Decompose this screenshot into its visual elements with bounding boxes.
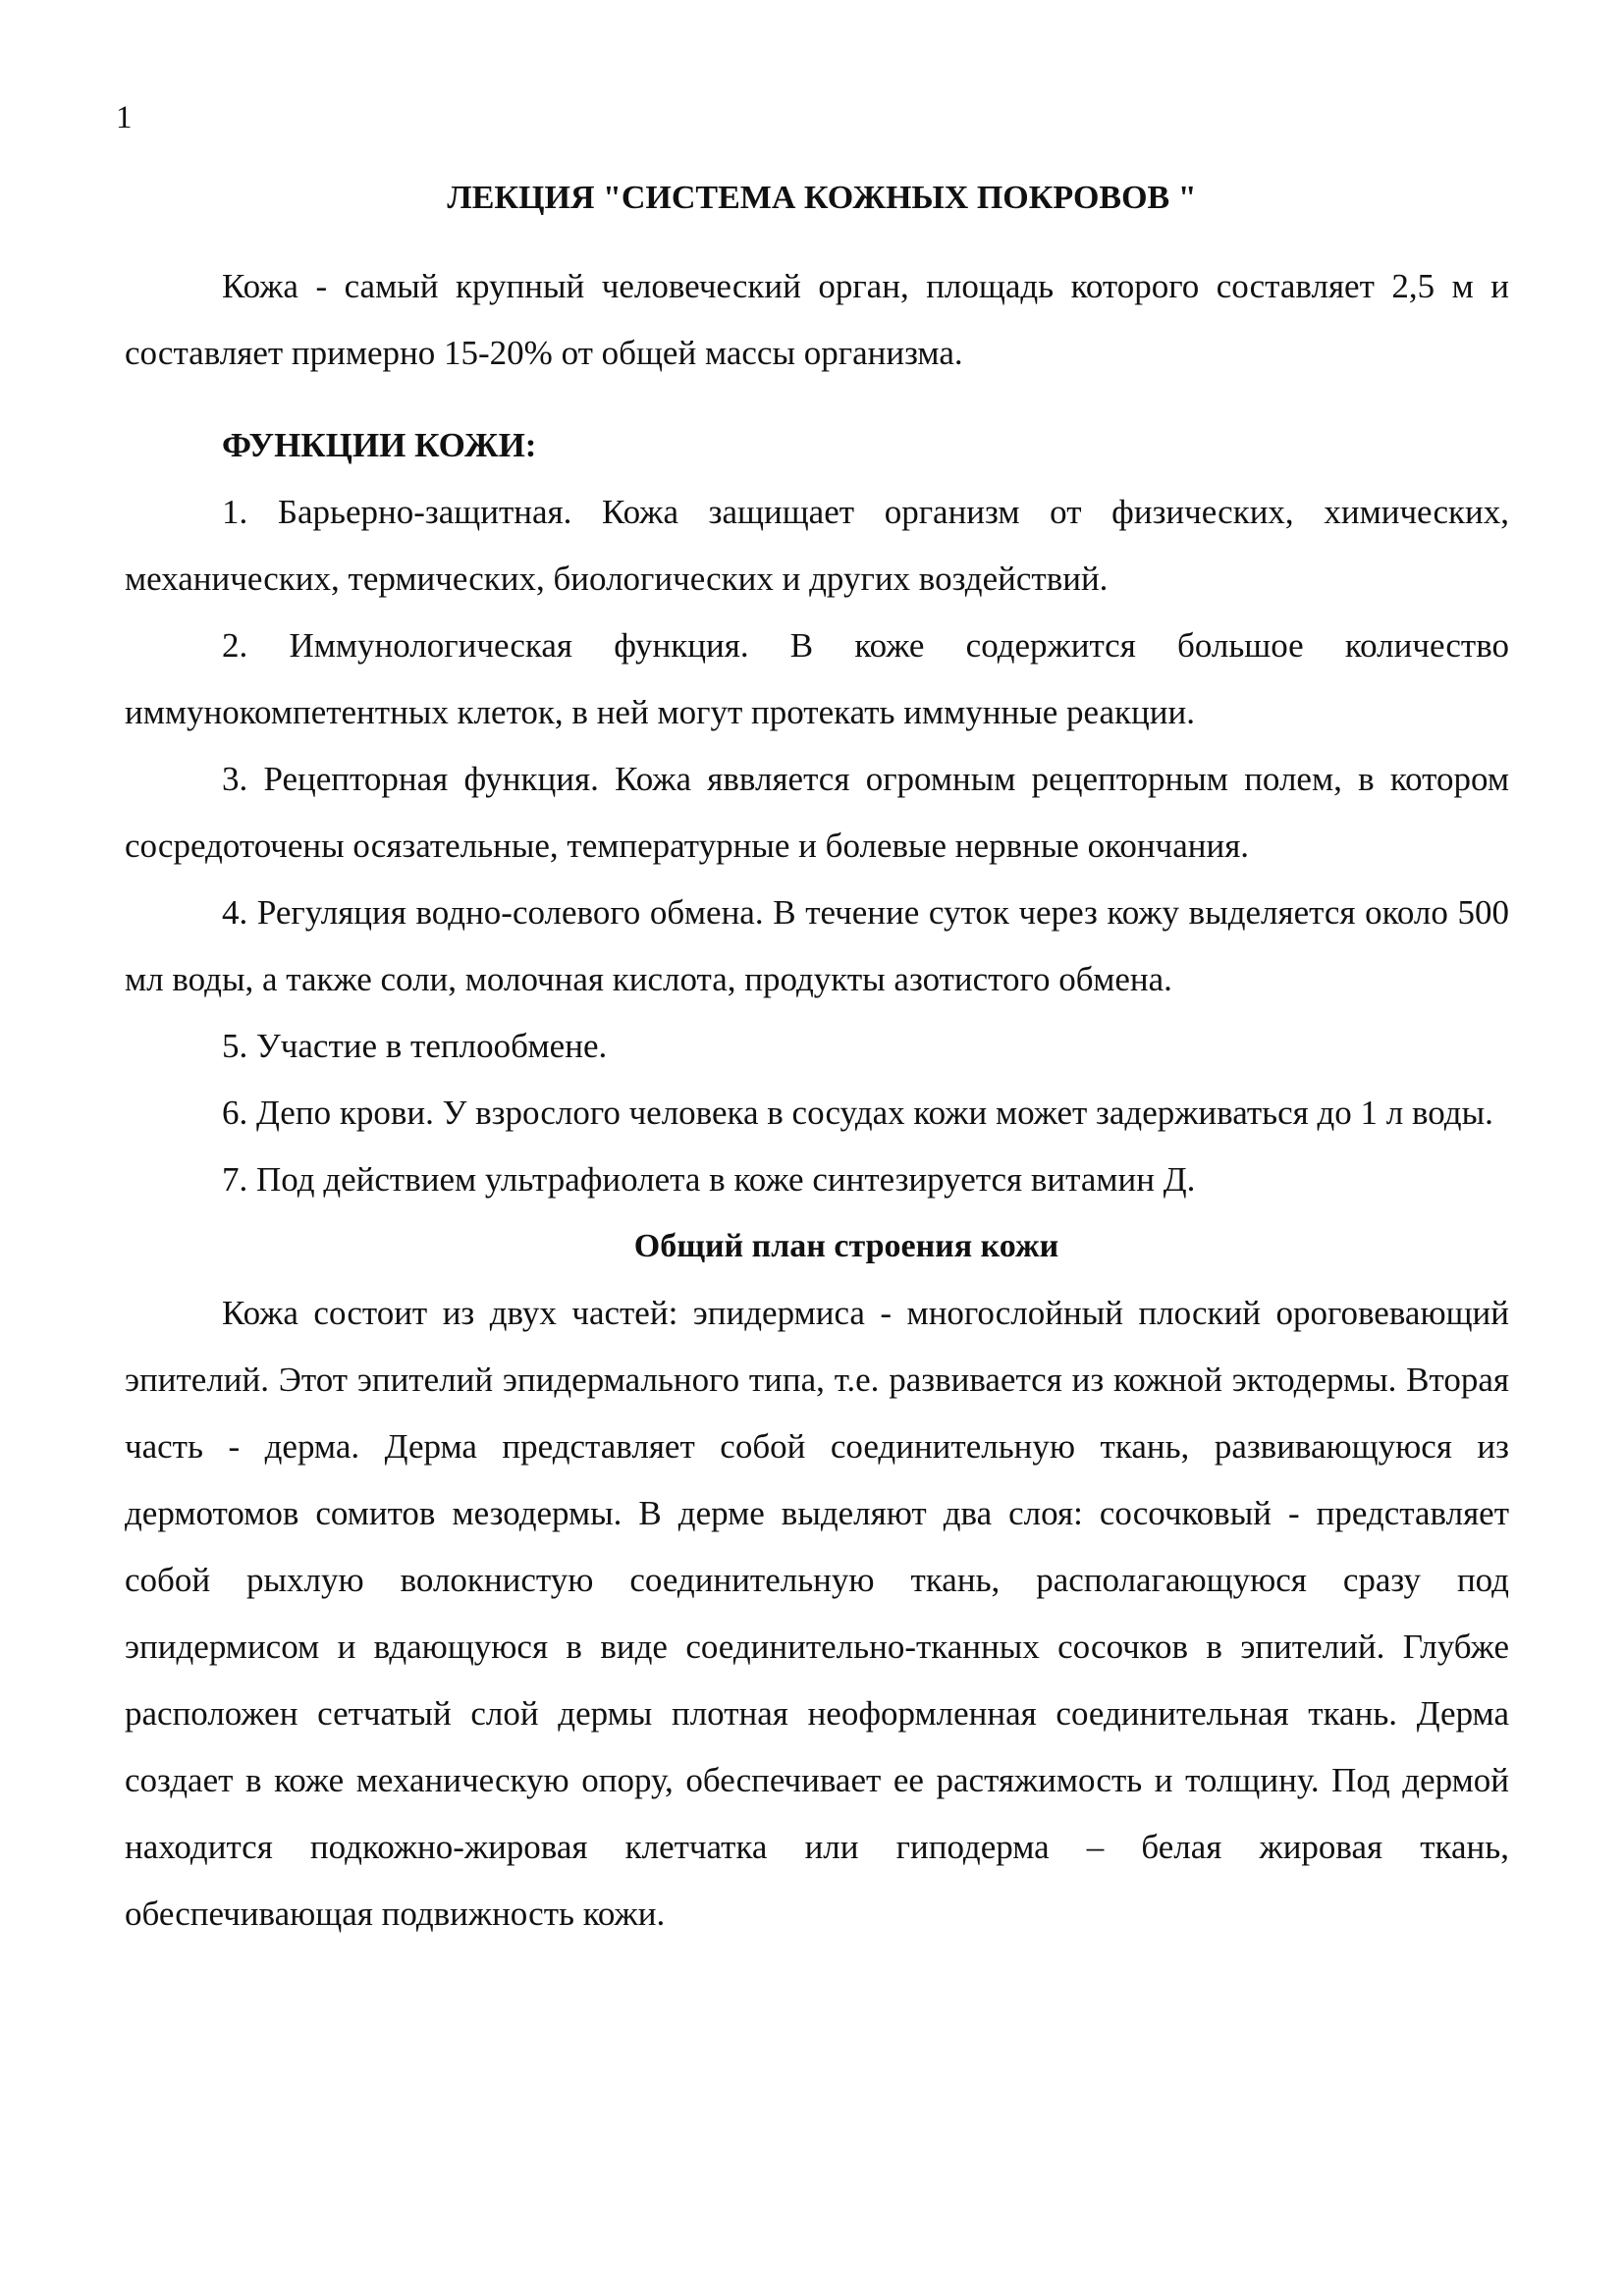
list-item: 3. Рецепторная функция. Кожа яввляется огромным рецепторным полем, в котором сосредоточены осязательные, температурные и болевые нервные окончания. — [125, 760, 1509, 865]
intro-paragraph: Кожа - самый крупный человеческий орган, площадь которого составляет 2,5 м и составляет примерно 15-20% от общей массы организма. — [125, 267, 1509, 372]
document-body — [125, 165, 1509, 1948]
structure-heading: Общий план строения кожи — [633, 1228, 1059, 1264]
list-item: 7. Под действием ультрафиолета в коже синтезируется витамин Д. — [222, 1160, 1196, 1199]
functions-list — [125, 479, 1509, 1213]
structure-paragraph: Кожа состоит из двух частей: эпидермиса - многослойный плоский ороговевающий эпителий. Этот эпителий эпидермального типа, т.е. развивается из кожной эктодермы. Вторая часть - дерма. Дерма представляет собой соединительную ткань, развивающуюся из дермотомов сомитов мезодермы. В дерме выделяют два слоя: сосочковый - представляет собой рыхлую волокнистую соединительную ткань, располагающуюся сразу под эпидермисом и вдающуюся в виде соединительно-тканных сосочков в эпителий. Глубже расположен сетчатый слой дермы плотная неоформленная соединительная ткань. Дерма создает в коже механическую опору, обеспечивает ее растяжимость и толщину. Под дермой находится подкожно-жировая клетчатка или гиподерма – белая жировая ткань, обеспечивающая подвижность кожи. — [125, 1294, 1509, 1933]
lecture-title: ЛЕКЦИЯ "СИСТЕМА КОЖНЫХ ПОКРОВОВ " — [447, 180, 1197, 216]
list-item: 2. Иммунологическая функция. В коже содержится большое количество иммунокомпетентных клеток, в ней могут протекать иммунные реакции. — [125, 626, 1509, 731]
list-item: 5. Участие в теплообмене. — [222, 1027, 608, 1065]
list-item: 6. Депо крови. У взрослого человека в сосудах кожи может задерживаться до 1 л воды. — [222, 1094, 1493, 1132]
list-item: 1. Барьерно-защитная. Кожа защищает организм от физических, химических, механических, термических, биологических и других воздействий. — [125, 493, 1509, 598]
functions-heading: ФУНКЦИИ КОЖИ: — [222, 426, 537, 464]
page-number: 1 — [116, 100, 133, 135]
list-item: 4. Регуляция водно-солевого обмена. В течение суток через кожу выделяется около 500 мл воды, а также соли, молочная кислота, продукты азотистого обмена. — [125, 893, 1509, 998]
